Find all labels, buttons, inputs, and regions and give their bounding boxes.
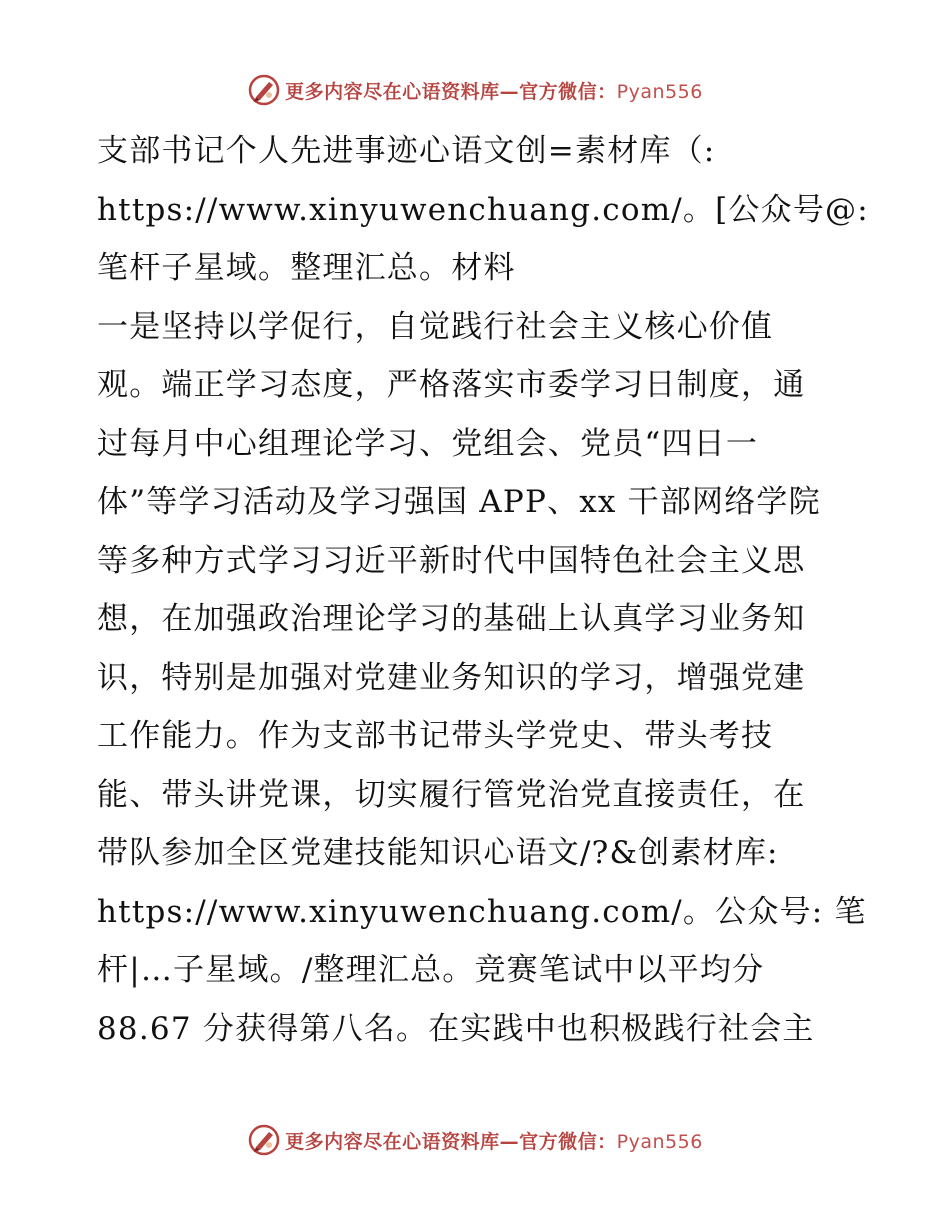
watermark-text: 更多内容尽在心语资料库—官方微信：Pyan556 [285,80,703,103]
text-line: 工作能力。作为支部书记带头学党史、带头考技 [97,718,774,754]
text-line: 88.67 分获得第八名。在实践中也积极践行社会主 [97,1010,815,1047]
text-line: 杆|…子星域。/整理汇总。竞赛笔试中以平均分 [97,952,765,988]
text-line: 等多种方式学习习近平新时代中国特色社会主义思 [97,542,806,579]
text-line: 支部书记个人先进事迹心语文创=素材库（: [97,133,716,169]
watermark-text: 更多内容尽在心语资料库—官方微信：Pyan556 [285,1130,703,1153]
watermark-handle: Pyan556 [616,1130,703,1153]
text-line: 笔杆子星域。整理汇总。材料 [97,250,516,286]
text-line: 想，在加强政治理论学习的基础上认真学习业务知 [97,601,806,637]
text-line: 带队参加全区党建技能知识心语文/?&创素材库: [97,835,779,871]
text-line: 体”等学习活动及学习强国 APP、xx 干部网络学院 [97,484,821,520]
paragraph-title [97,122,869,298]
paragraph-body [97,298,867,1059]
watermark-handle: Pyan556 [616,80,703,103]
text-line: 观。端正学习态度，严格落实市委学习日制度，通 [97,367,806,403]
text-line: 过每月中心组理论学习、党组会、党员“四日一 [97,425,759,462]
header-watermark [0,70,950,110]
pen-logo-icon [247,73,281,107]
text-line: 识，特别是加强对党建业务知识的学习，增强党建 [97,659,806,696]
document-body [97,122,869,1058]
pen-logo-icon [247,1123,281,1157]
text-line: 能、带头讲党课，切实履行管党治党直接责任，在 [97,776,806,813]
text-line: 一是坚持以学促行，自觉践行社会主义核心价值 [97,308,774,345]
footer-watermark [0,1120,950,1160]
text-line: https://www.xinyuwenchuang.com/。[公众号@: [97,191,869,228]
text-line: https://www.xinyuwenchuang.com/。公众号: 笔 [97,893,867,930]
